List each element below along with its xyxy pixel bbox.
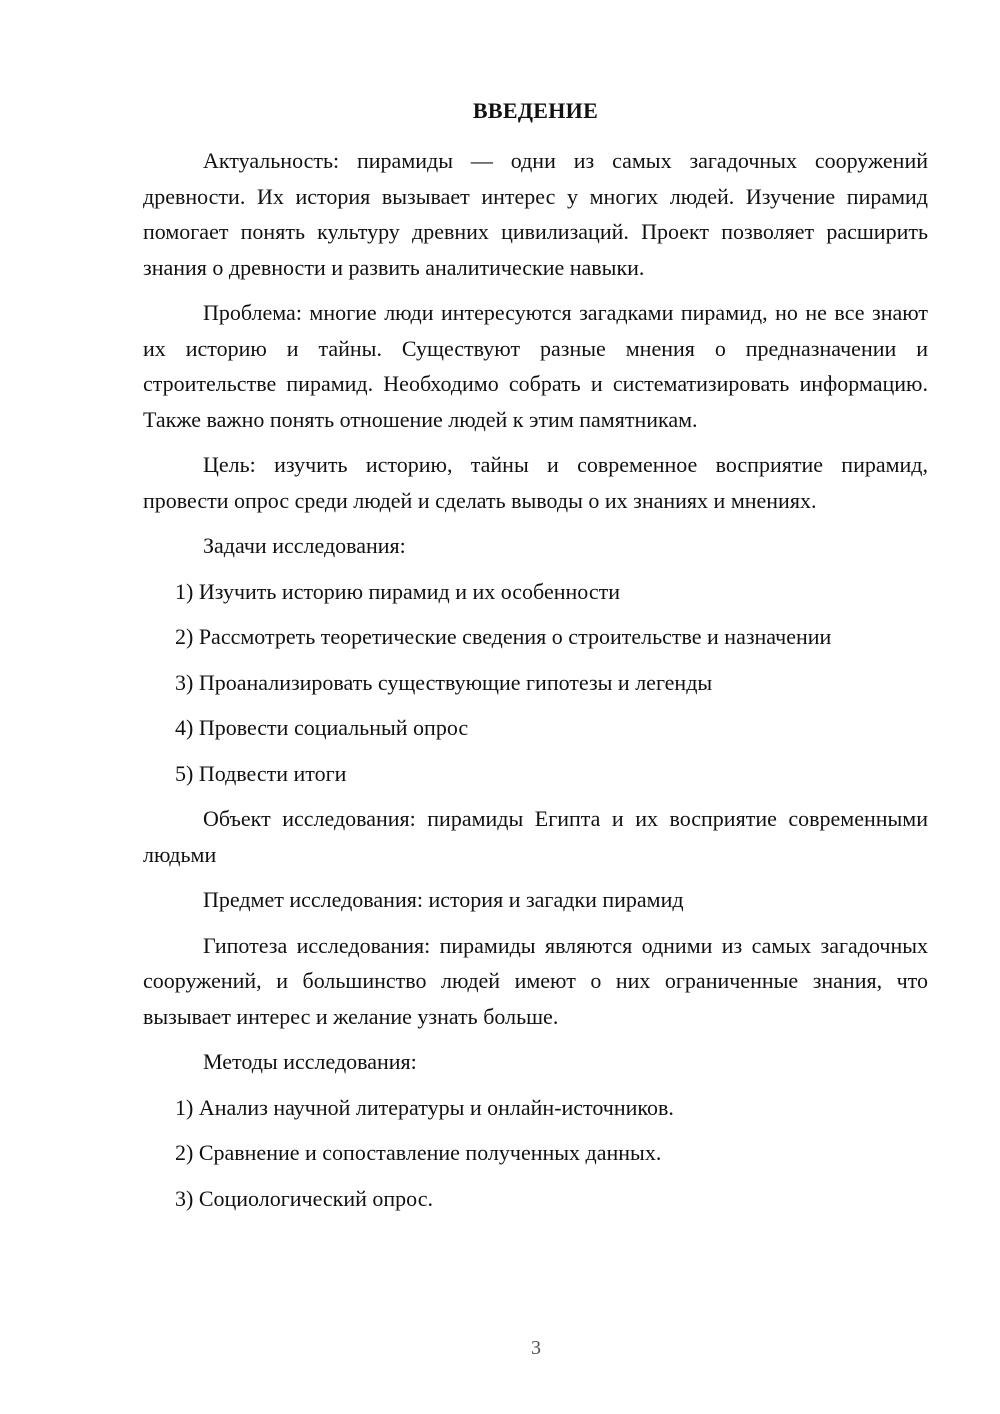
list-item: 2) Сравнение и сопоставление полученных данных. bbox=[175, 1140, 662, 1165]
goal-paragraph: Цель: изучить историю, тайны и современное восприятие пирамид, провести опрос среди людей и сделать выводы о их знаниях и мнениях. bbox=[143, 452, 928, 513]
methods-title: Методы исследования: bbox=[203, 1049, 417, 1074]
problem-paragraph: Проблема: многие люди интересуются загадками пирамид, но не все знают их историю и тайны. Существуют разные мнения о предназначении и строительстве пирамид. Необходимо собрать и систематизировать информацию. Также важно понять отношение людей к этим памятникам. bbox=[143, 300, 928, 432]
subject-paragraph: Предмет исследования: история и загадки пирамид bbox=[203, 887, 684, 912]
list-item: 1) Изучить историю пирамид и их особенности bbox=[175, 578, 620, 604]
list-item: 2) Рассмотреть теоретические сведения о строительстве и назначении bbox=[175, 624, 832, 649]
tasks-title: Задачи исследования: bbox=[203, 533, 406, 558]
methods-list bbox=[143, 1090, 928, 1217]
list-item: 4) Провести социальный опрос bbox=[175, 715, 469, 740]
hypothesis-paragraph: Гипотеза исследования: пирамиды являются одними из самых загадочных сооружений, и большинство людей имеют о них ограниченные знания, что вызывает интерес и желание узнать больше. bbox=[143, 932, 928, 1029]
page-title: ВВЕДЕНИЕ bbox=[472, 98, 599, 123]
page-number: 3 bbox=[531, 1337, 541, 1359]
list-item: 3) Социологический опрос. bbox=[175, 1185, 433, 1211]
list-item: 5) Подвести итоги bbox=[175, 760, 347, 786]
relevance-paragraph: Актуальность: пирамиды — одни из самых загадочных сооружений древности. Их история вызывает интерес у многих людей. Изучение пирамид помогает понять культуру древних цивилизаций. Проект позволяет расширить знания о древности и развить аналитические навыки. bbox=[143, 148, 928, 280]
list-item: 3) Проанализировать существующие гипотезы и легенды bbox=[175, 669, 713, 695]
document-body bbox=[143, 143, 928, 1226]
tasks-list bbox=[143, 574, 928, 792]
object-paragraph: Объект исследования: пирамиды Египта и их восприятие современными людьми bbox=[143, 806, 928, 867]
list-item: 1) Анализ научной литературы и онлайн-источников. bbox=[175, 1094, 674, 1120]
